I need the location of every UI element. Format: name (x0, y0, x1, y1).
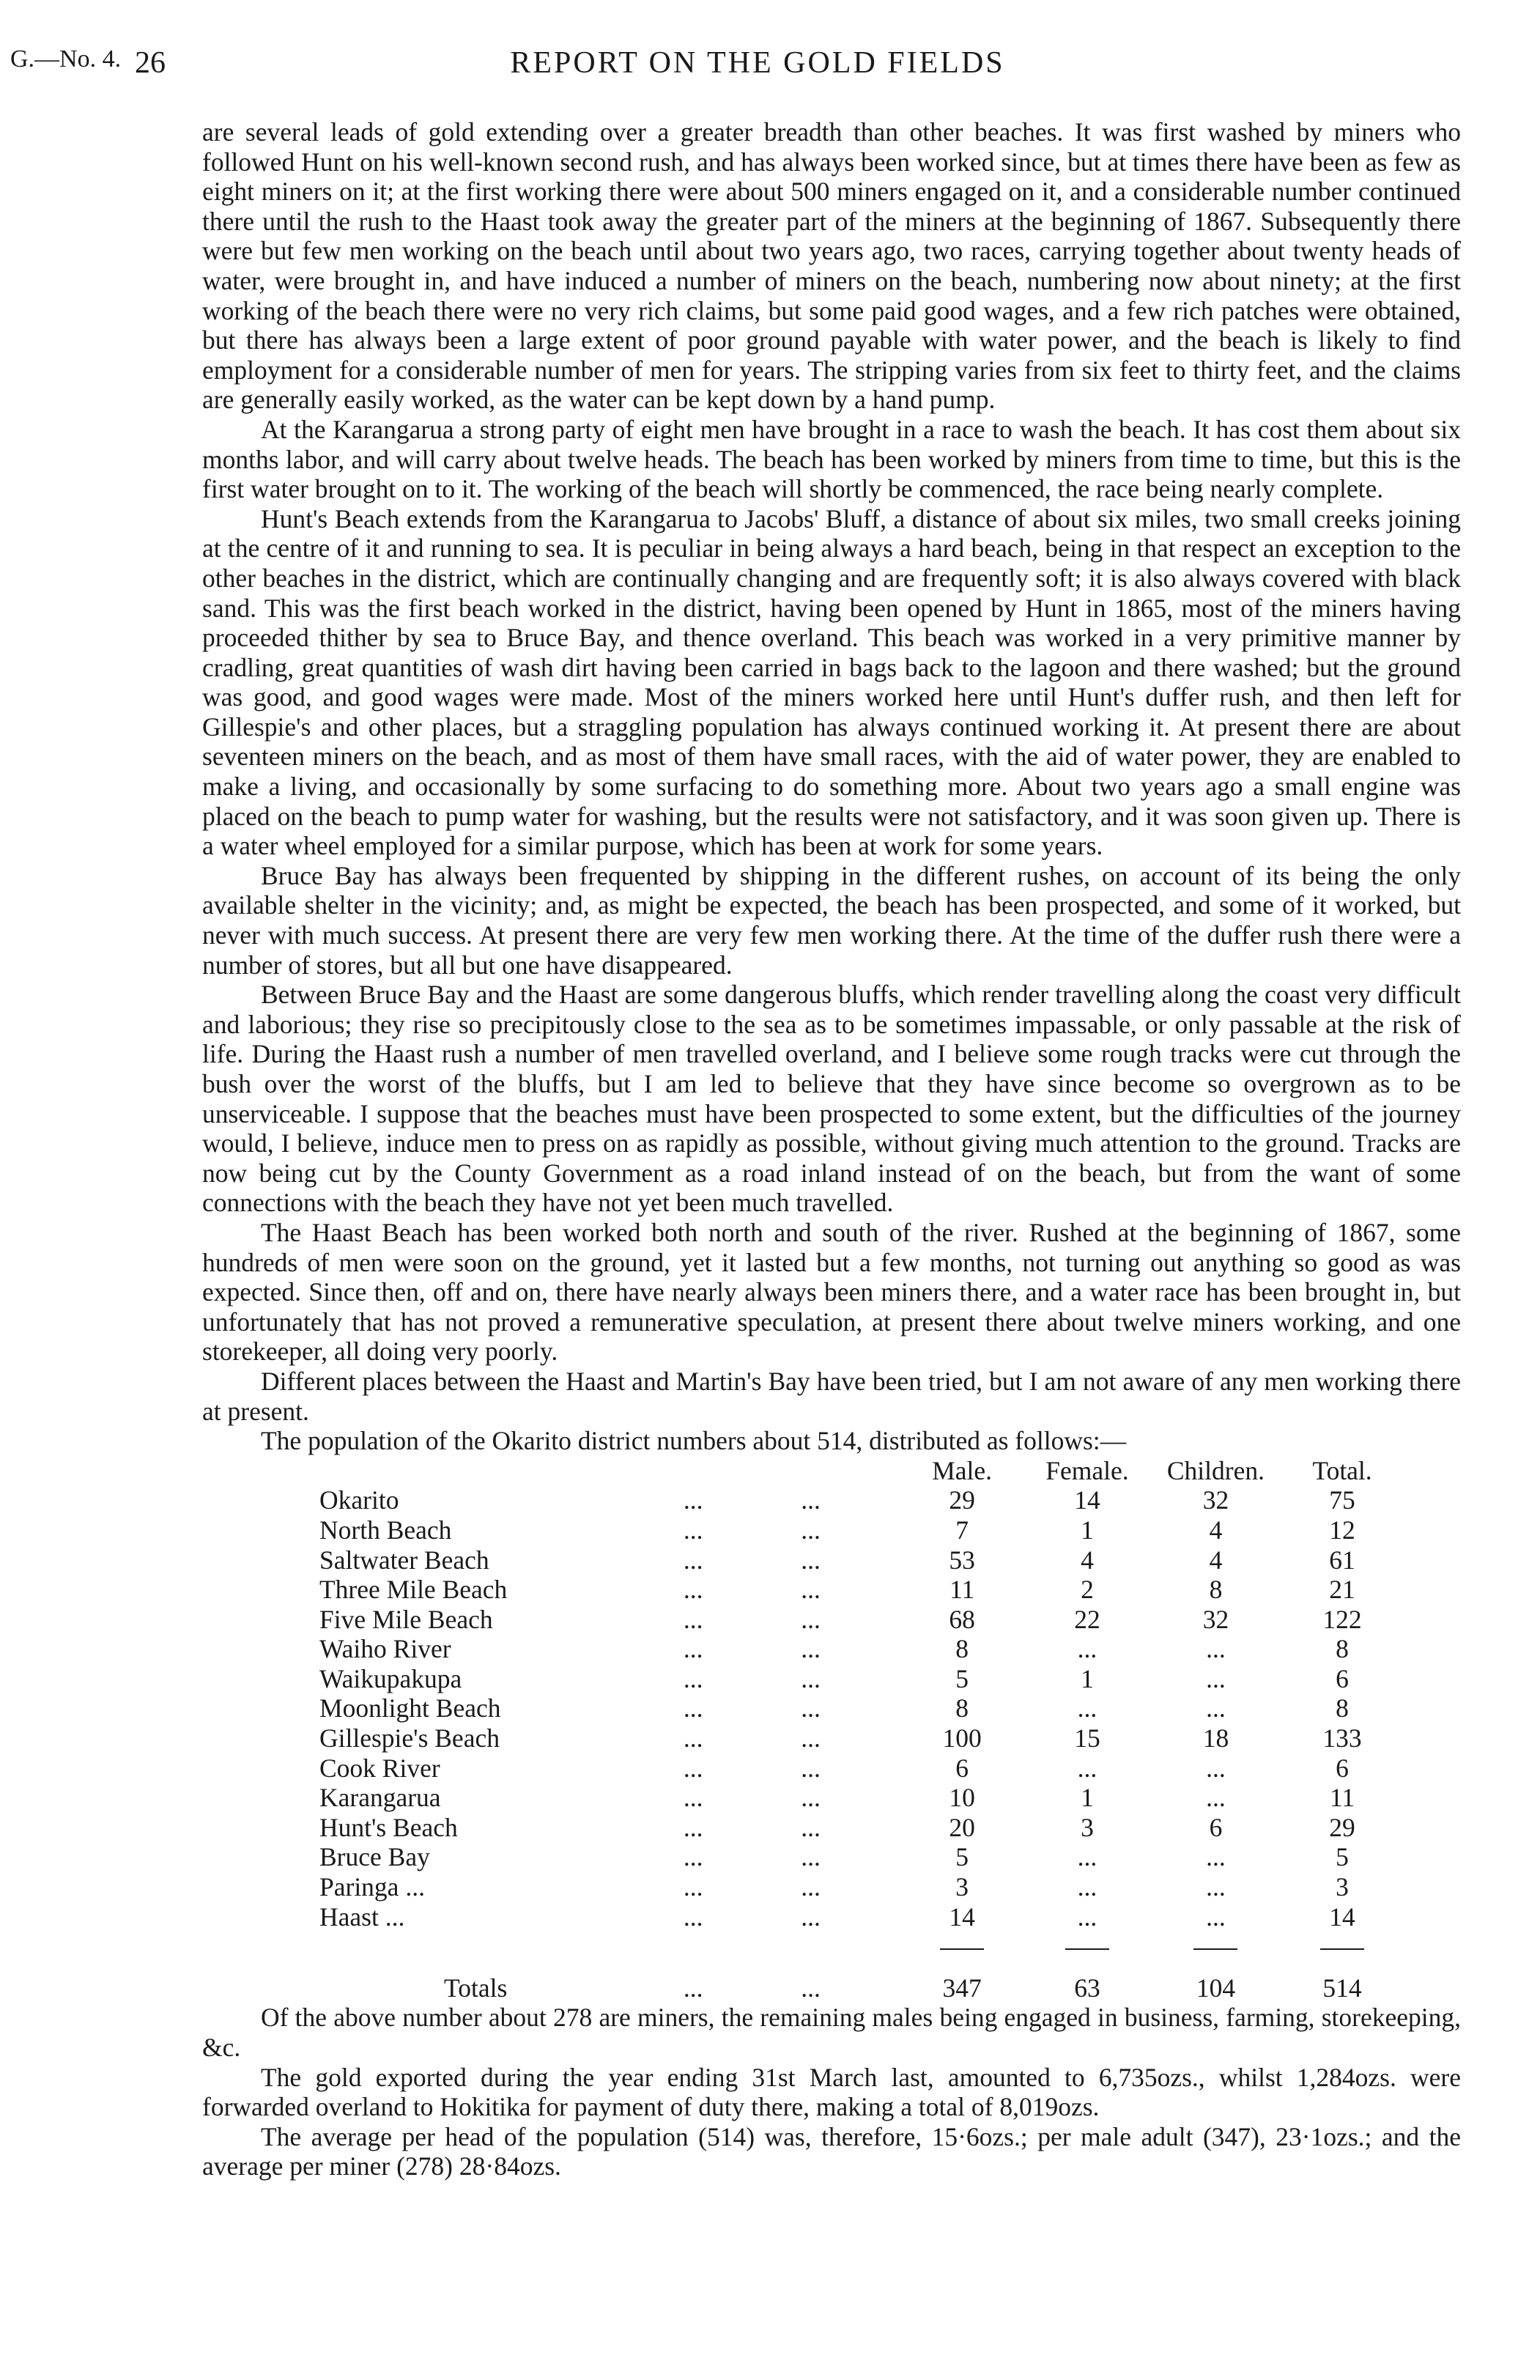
leader-dots: ... (683, 1693, 703, 1723)
place-name: Waiho River (319, 1634, 451, 1664)
table-row (319, 1515, 1404, 1545)
female-count: ... (1077, 1902, 1097, 1932)
table-row (319, 1693, 1404, 1723)
place-name: Bruce Bay (319, 1842, 430, 1872)
running-title: REPORT ON THE GOLD FIELDS (510, 46, 1005, 80)
children-count: 4 (1209, 1515, 1223, 1545)
female-count: 4 (1081, 1545, 1094, 1575)
total-children: 104 (1196, 1973, 1236, 2003)
leader-dots: ... (801, 1545, 821, 1575)
header-male: Male. (932, 1455, 993, 1485)
total-female: 63 (1074, 1973, 1100, 2003)
leader-dots: ... (801, 1723, 821, 1753)
header-total: Total. (1312, 1455, 1372, 1485)
table-row (319, 1872, 1404, 1902)
leader-dots: ... (683, 1723, 703, 1753)
female-count: ... (1077, 1872, 1097, 1902)
rule-line (1320, 1948, 1364, 1950)
male-count: 100 (942, 1723, 982, 1753)
totals-rule-row (319, 1932, 1404, 1962)
row-total: 8 (1336, 1634, 1349, 1664)
table-row (319, 1664, 1404, 1694)
children-count: ... (1206, 1753, 1226, 1783)
paragraph-haast-beach: The Haast Beach has been worked both north and south of the river. Rushed at the beginning of 1867, some hundreds of men were soon on the ground, yet it lasted but a few months, not turning out anything so good as was expected. Since then, off and on, there have nearly always been miners there, and a water race has been brought in, but unfortunately that has not proved a remunerative speculation, at present there about twelve miners working, and one storekeeper, all doing very poorly. (202, 1217, 1461, 1367)
document-reference: G.—No. 4. (10, 45, 122, 73)
leader-dots: ... (683, 1604, 703, 1634)
row-total: 61 (1329, 1545, 1355, 1575)
children-count: 32 (1202, 1604, 1229, 1634)
male-count: 8 (955, 1693, 969, 1723)
female-count: 22 (1074, 1604, 1100, 1634)
male-count: 7 (955, 1515, 969, 1545)
place-name: Okarito (319, 1485, 399, 1515)
leader-dots: ... (801, 1634, 821, 1664)
leader-dots: ... (801, 1842, 821, 1872)
leader-dots: ... (801, 1604, 821, 1634)
children-count: ... (1206, 1693, 1226, 1723)
children-count: 8 (1209, 1575, 1223, 1605)
female-count: 1 (1081, 1663, 1094, 1693)
male-count: 10 (949, 1783, 975, 1813)
total-male: 347 (942, 1973, 982, 2003)
paragraph-martins-bay: Different places between the Haast and Martin's Bay have been tried, but I am not aware of any men working there at present. (202, 1366, 1461, 1426)
leader-dots: ... (801, 1783, 821, 1813)
female-count: 15 (1074, 1723, 1100, 1753)
paragraph-continued: are several leads of gold extending over a greater breadth than other beaches. It was first washed by miners who followed Hunt on his well-known second rush, and has always been worked since, but at times there have been as few as eight miners on it; at the first working there were about 500 miners engaged on it, and a considerable number continued there until the rush to the Haast took away the greater part of the miners at the beginning of 1867. Subsequently there were but few men working on the beach until about two years ago, two races, carrying together about twenty heads of water, were brought in, and have induced a number of miners on the beach, numbering now about ninety; at the first working of the beach there were no very rich claims, but some paid good wages, and a few rich patches were obtained, but there has always been a large extent of poor ground payable with water power, and the beach is likely to find employment for a considerable number of men for years. The stripping varies from six feet to thirty feet, and the claims are generally easily worked, as the water can be kept down by a hand pump. (202, 117, 1461, 415)
row-total: 3 (1336, 1872, 1349, 1902)
female-count: ... (1077, 1842, 1097, 1872)
leader-dots: ... (801, 1902, 821, 1932)
table-row (319, 1753, 1404, 1784)
male-count: 29 (949, 1485, 975, 1515)
row-total: 5 (1336, 1842, 1349, 1872)
male-count: 68 (949, 1604, 975, 1634)
leader-dots: ... (801, 1575, 821, 1605)
row-total: 11 (1329, 1783, 1355, 1813)
male-count: 8 (955, 1634, 969, 1664)
leader-dots: ... (683, 1753, 703, 1783)
female-count: 1 (1081, 1515, 1094, 1545)
paragraph-gold-exported: The gold exported during the year ending 31st March last, amounted to 6,735ozs., whilst 1,284ozs. were forwarded overland to Hokitika for payment of duty there, making a total of 8,019ozs. (202, 2062, 1461, 2122)
leader-dots: ... (801, 1973, 821, 2003)
table-row (319, 1605, 1404, 1635)
leader-dots: ... (683, 1485, 703, 1515)
place-name: North Beach (319, 1515, 452, 1545)
male-count: 20 (949, 1812, 975, 1842)
row-total: 29 (1329, 1812, 1355, 1842)
children-count: 32 (1202, 1485, 1229, 1515)
leader-dots: ... (683, 1973, 703, 2003)
place-name: Haast ... (319, 1902, 405, 1932)
population-table (319, 1456, 1404, 2003)
female-count: 3 (1081, 1812, 1094, 1842)
leader-dots: ... (801, 1812, 821, 1842)
place-name: Saltwater Beach (319, 1545, 489, 1575)
place-name: Five Mile Beach (319, 1604, 493, 1634)
leader-dots: ... (801, 1485, 821, 1515)
rule-line (940, 1948, 984, 1950)
leader-dots: ... (683, 1575, 703, 1605)
leader-dots: ... (683, 1783, 703, 1813)
row-total: 133 (1322, 1723, 1362, 1753)
table-row (319, 1545, 1404, 1575)
row-total: 6 (1336, 1663, 1349, 1693)
children-count: 6 (1209, 1812, 1223, 1842)
header-female: Female. (1045, 1455, 1129, 1485)
female-count: ... (1077, 1753, 1097, 1783)
children-count: ... (1206, 1783, 1226, 1813)
place-name: Hunt's Beach (319, 1812, 458, 1842)
totals-label: Totals (444, 1973, 508, 2003)
population-rows (319, 1485, 1404, 1932)
table-row (319, 1575, 1404, 1605)
children-count: 4 (1209, 1545, 1223, 1575)
male-count: 3 (955, 1872, 969, 1902)
page-number: 26 (135, 46, 166, 80)
row-total: 8 (1336, 1693, 1349, 1723)
total-total: 514 (1322, 1973, 1362, 2003)
row-total: 75 (1329, 1485, 1355, 1515)
rule-line (1065, 1948, 1109, 1950)
leader-dots: ... (801, 1663, 821, 1693)
leader-dots: ... (683, 1902, 703, 1932)
leader-dots: ... (801, 1693, 821, 1723)
children-count: ... (1206, 1902, 1226, 1932)
row-total: 12 (1329, 1515, 1355, 1545)
male-count: 6 (955, 1753, 969, 1783)
place-name: Gillespie's Beach (319, 1723, 500, 1753)
table-row (319, 1485, 1404, 1515)
female-count: ... (1077, 1693, 1097, 1723)
row-total: 6 (1336, 1753, 1349, 1783)
leader-dots: ... (683, 1663, 703, 1693)
children-count: ... (1206, 1872, 1226, 1902)
place-name: Moonlight Beach (319, 1693, 501, 1723)
paragraph-average: The average per head of the population (514) was, therefore, 15·6ozs.; per male adult (347), 23·1ozs.; and the average per miner (278) 28·84ozs. (202, 2121, 1461, 2181)
table-row (319, 1783, 1404, 1813)
leader-dots: ... (683, 1545, 703, 1575)
place-name: Karangarua (319, 1783, 441, 1813)
paragraph-bruce-bay: Bruce Bay has always been frequented by shipping in the different rushes, on account of its being the only available shelter in the vicinity; and, as might be expected, the beach has been prospected, and some of it worked, but never with much success. At present there are very few men working there. At the time of the duffer rush there were a number of stores, but all but one have disappeared. (202, 860, 1461, 980)
totals-row (319, 1962, 1404, 2003)
rule-line (1193, 1948, 1237, 1950)
leader-dots: ... (683, 1634, 703, 1664)
page-header (10, 45, 1505, 89)
table-row (319, 1902, 1404, 1932)
leader-dots: ... (801, 1515, 821, 1545)
male-count: 53 (949, 1545, 975, 1575)
paragraph-hunts-beach: Hunt's Beach extends from the Karangarua to Jacobs' Bluff, a distance of about six miles, two small creeks joining at the centre of it and running to sea. It is peculiar in being always a hard beach, being in that respect an exception to the other beaches in the district, which are continually changing and are frequently soft; it is also always covered with black sand. This was the first beach worked in the district, having been opened by Hunt in 1865, most of the miners having proceeded thither by sea to Bruce Bay, and thence overland. This beach was worked in a very primitive manner by cradling, great quantities of wash dirt having been carried in bags back to the lagoon and there washed; but the ground was good, and good wages were made. Most of the miners worked here until Hunt's duffer rush, and then left for Gillespie's and other places, but a straggling population has always continued working it. At present there are about seventeen miners on the beach, and as most of them have small races, with the aid of water power, they are enabled to make a living, and occasionally by some surfacing to do something more. About two years ago a small engine was placed on the beach to pump water for washing, but the results were not satisfactory, and it was soon given up. There is a water wheel employed for a similar purpose, which has been at work for some years. (202, 503, 1461, 861)
row-total: 122 (1322, 1604, 1362, 1634)
children-count: ... (1206, 1634, 1226, 1664)
row-total: 21 (1329, 1575, 1355, 1605)
paragraph-miners: Of the above number about 278 are miners, the remaining males being engaged in business, farming, storekeeping, &c. (202, 2003, 1461, 2062)
leader-dots: ... (683, 1515, 703, 1545)
place-name: Cook River (319, 1753, 440, 1783)
leader-dots: ... (683, 1872, 703, 1902)
children-count: ... (1206, 1842, 1226, 1872)
female-count: 1 (1081, 1783, 1094, 1813)
female-count: ... (1077, 1634, 1097, 1664)
leader-dots: ... (683, 1812, 703, 1842)
place-name: Paringa ... (319, 1872, 425, 1902)
male-count: 5 (955, 1842, 969, 1872)
leader-dots: ... (801, 1872, 821, 1902)
male-count: 14 (949, 1902, 975, 1932)
table-row (319, 1634, 1404, 1664)
male-count: 11 (949, 1575, 975, 1605)
table-row (319, 1723, 1404, 1753)
paragraph-karangarua: At the Karangarua a strong party of eight men have brought in a race to wash the beach. It has cost them about six months labor, and will carry about twelve heads. The beach has been worked by miners from time to time, but this is the first water brought on to it. The working of the beach will shortly be commenced, the race being nearly complete. (202, 414, 1461, 504)
leader-dots: ... (683, 1842, 703, 1872)
report-body (202, 117, 1461, 2181)
place-name: Waikupakupa (319, 1663, 462, 1693)
children-count: ... (1206, 1663, 1226, 1693)
table-row (319, 1842, 1404, 1872)
paragraph-bluffs: Between Bruce Bay and the Haast are some dangerous bluffs, which render travelling along the coast very difficult and laborious; they rise so precipitously close to the sea as to be sometimes impassable, or only passable at the risk of life. During the Haast rush a number of men travelled overland, and I believe some rough tracks were cut through the bush over the worst of the bluffs, but I am led to believe that they have since become so overgrown as to be unserviceable. I suppose that the beaches must have been prospected to some extent, but the difficulties of the journey would, I believe, induce men to press on as rapidly as possible, without giving much attention to the ground. Tracks are now being cut by the County Government as a road inland instead of on the beach, but from the want of some connections with the beach they have not yet been much travelled. (202, 980, 1461, 1218)
paragraph-population-intro: The population of the Okarito district numbers about 514, distributed as follows:— (261, 1426, 1127, 1456)
female-count: 14 (1074, 1485, 1100, 1515)
children-count: 18 (1202, 1723, 1229, 1753)
table-row (319, 1813, 1404, 1843)
row-total: 14 (1329, 1902, 1355, 1932)
leader-dots: ... (801, 1753, 821, 1783)
male-count: 5 (955, 1663, 969, 1693)
place-name: Three Mile Beach (319, 1575, 508, 1605)
female-count: 2 (1081, 1575, 1094, 1605)
table-header-row (319, 1456, 1404, 1486)
header-children: Children. (1166, 1455, 1265, 1485)
